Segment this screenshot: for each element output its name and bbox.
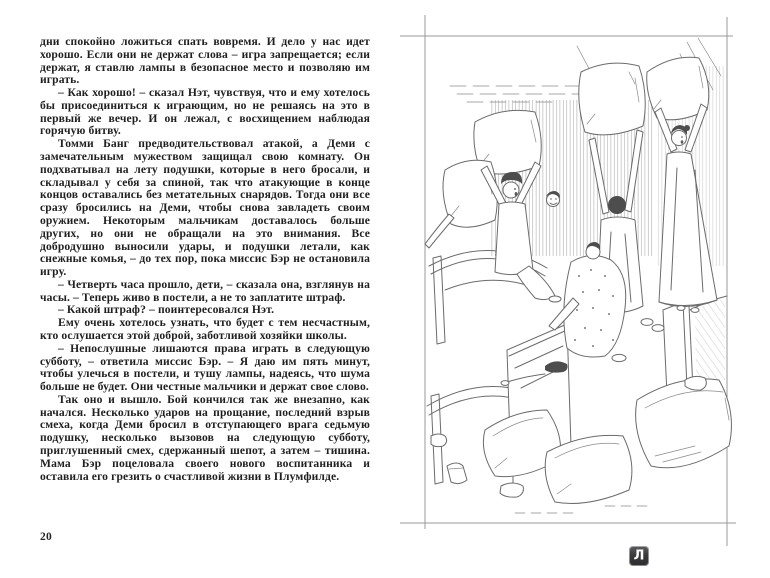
page-number: 20 bbox=[40, 531, 53, 543]
labirint-watermark-badge bbox=[629, 546, 649, 566]
watermark-letter: Л bbox=[633, 548, 645, 563]
paragraph: – Как хорошо! – сказал Нэт, чувствуя, что и ему хотелось бы присоединиться к играющим, но не решаясь на это в первый же вечер. И он лежал, с восхищением наблюдая горячую битву. bbox=[40, 86, 370, 138]
arm-left-edge bbox=[425, 214, 454, 248]
pillow-fight-illustration bbox=[395, 8, 740, 568]
paragraph: – Четверть часа прошло, дети, – сказала она, взглянув на часы. – Теперь живо в постели, а не то заплатите штраф. bbox=[40, 277, 370, 304]
paragraph: – Какой штраф? – поинтересовался Нэт. bbox=[57, 303, 275, 317]
paragraph: Ему очень хотелось узнать, что будет с тем несчастным, кто ослушается этой доброй, заботливой хозяйки школы. bbox=[40, 316, 370, 342]
text-block bbox=[40, 36, 370, 483]
paragraph: Так оно и вышло. Бой кончился так же внезапно, как начался. Несколько ударов на прощание, последний взрыв смеха, когда Деми бросил в отступающего врага седьмую подушку, несколько вызовов на следующую субботу, приглушенный смех, сдержанный шепот, а затем – тишина. Мама Бэр поцеловала своего нового воспитанника и оставила его грезить о счастливой жизни в Плумфилде. bbox=[40, 392, 370, 483]
paragraph: дни спокойно ложиться спать вовремя. И дело у нас идет хорошо. Если они не держат слова – игра запрещается; если держат, я ставлю лампы в безопасное место и позволяю им играть. bbox=[40, 35, 370, 87]
paragraph: Томми Банг предводительствовал атакой, а Деми с замечательным мужеством защищал свою комнату. Он подхватывал на лету подушки, которые в него бросали, и складывал у себя за спиной, так что атакующие в конце концов оставались без метательных снарядов. Тогда они все сразу бросились на Деми, чтобы снова завладеть своим оружием. Некоторым мальчикам доставалось больше других, но они не обращали на это внимания. Все добродушно выносили удары, и подушки летали, как снежные комья, – до тех пор, пока миссис Бэр не остановила игру. bbox=[40, 137, 370, 279]
paragraph: – Непослушные лишаются права играть в следующую субботу, – ответила миссис Бэр. – Я даю им пять минут, чтобы улечься в постели, и тушу лампы, надеясь, что шума больше не будет. Они честные мальчики и держат свое слово. bbox=[40, 341, 370, 394]
